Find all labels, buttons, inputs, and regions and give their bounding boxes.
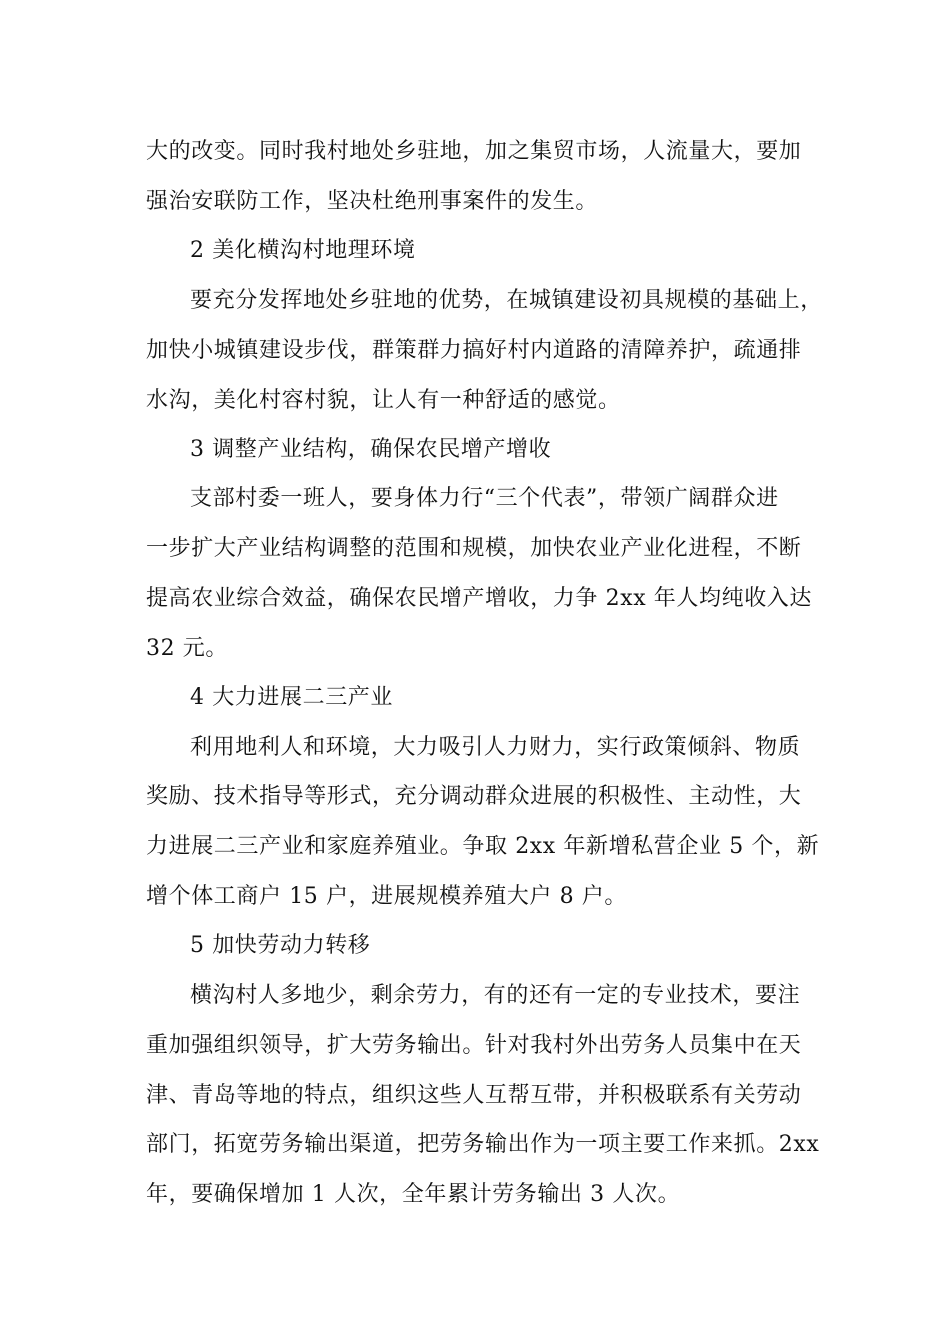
text-line: 加快小城镇建设步伐，群策群力搞好村内道路的清障养护，疏通排 (146, 338, 802, 363)
section-heading: 3 调整产业结构，确保农民增产增收 (190, 437, 552, 462)
text-line: 大的改变。同时我村地处乡驻地，加之集贸市场，人流量大，要加 (146, 139, 802, 164)
text-line: 提高农业综合效益，确保农民增产增收，力争 2xx 年人均纯收入达 (146, 586, 812, 611)
section-heading: 5 加快劳动力转移 (190, 933, 371, 958)
text-line: 横沟村人多地少，剩余劳力，有的还有一定的专业技术，要注 (190, 983, 801, 1008)
text-line: 增个体工商户 15 户，进展规模养殖大户 8 户。 (146, 884, 627, 909)
text-line: 年，要确保增加 1 人次，全年累计劳务输出 3 人次。 (146, 1182, 681, 1207)
text-line: 津、青岛等地的特点，组织这些人互帮互带，并积极联系有关劳动 (146, 1083, 802, 1108)
text-line: 部门，拓宽劳务输出渠道，把劳务输出作为一项主要工作来抓。2xx (146, 1132, 820, 1157)
text-line: 32 元。 (146, 636, 228, 661)
text-line: 要充分发挥地处乡驻地的优势，在城镇建设初具规模的基础上， (190, 288, 823, 313)
section-heading: 4 大力进展二三产业 (190, 685, 393, 710)
text-line: 水沟，美化村容村貌，让人有一种舒适的感觉。 (146, 388, 621, 413)
text-line: 奖励、技术指导等形式，充分调动群众进展的积极性、主动性，大 (146, 784, 802, 809)
text-line: 一步扩大产业结构调整的范围和规模，加快农业产业化进程，不断 (146, 536, 802, 561)
text-line: 力进展二三产业和家庭养殖业。争取 2xx 年新增私营企业 5 个，新 (146, 834, 820, 859)
section-heading: 2 美化横沟村地理环境 (190, 238, 416, 263)
text-line: 重加强组织领导，扩大劳务输出。针对我村外出劳务人员集中在天 (146, 1033, 802, 1058)
text-line: 强治安联防工作，坚决杜绝刑事案件的发生。 (146, 189, 599, 214)
text-line: 支部村委一班人，要身体力行“三个代表”，带领广阔群众进 (190, 486, 779, 511)
text-line: 利用地利人和环境，大力吸引人力财力，实行政策倾斜、物质 (190, 735, 801, 760)
